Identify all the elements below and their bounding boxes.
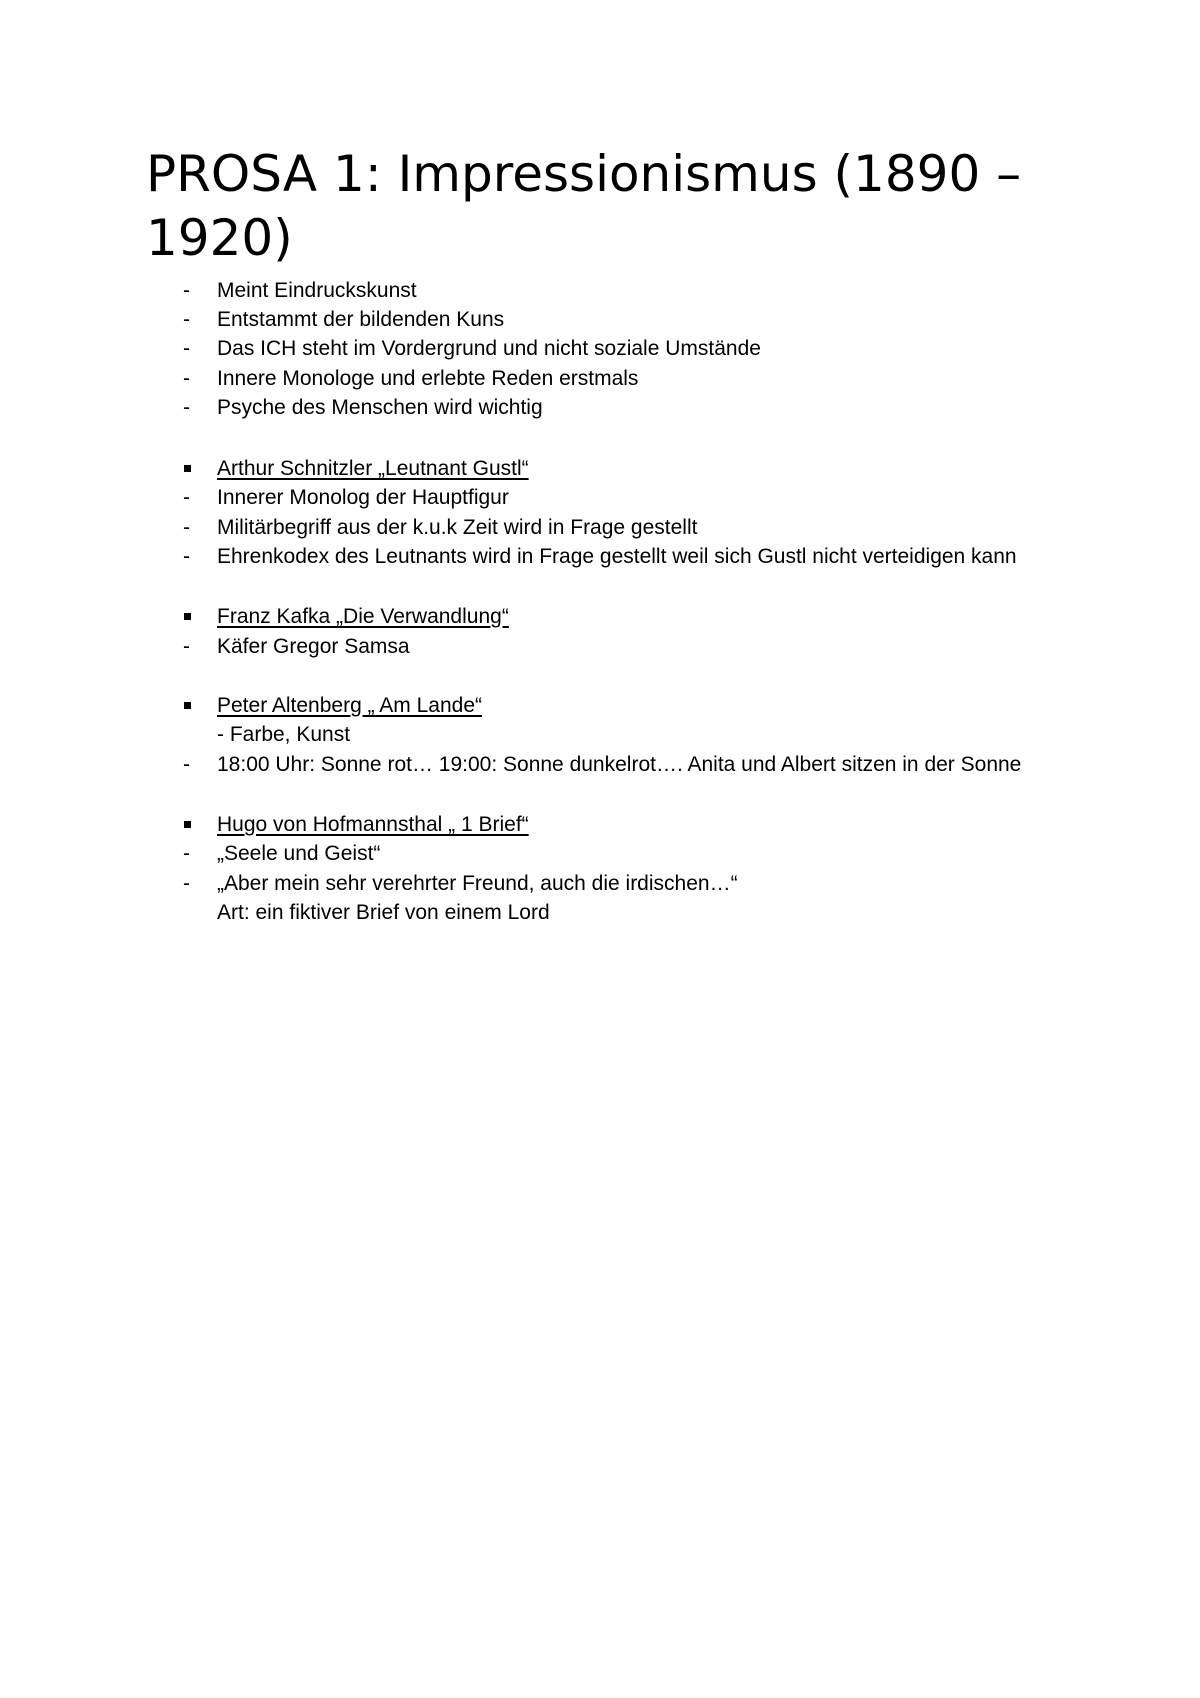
subline-text: - Farbe, Kunst <box>217 723 351 746</box>
list-item-text: 18:00 Uhr: Sonne rot… 19:00: Sonne dunkelrot…. Anita und Albert sitzen in der Sonne <box>217 753 1022 776</box>
list-item-text: Innerer Monolog der Hauptfigur <box>217 486 509 509</box>
dash-marker: - <box>183 842 190 865</box>
list-item-text: Ehrenkodex des Leutnants wird in Frage gestellt weil sich Gustl nicht verteidigen kann <box>217 545 1017 568</box>
list-item-text: „Seele und Geist“ <box>217 842 381 865</box>
dash-marker: - <box>183 486 190 509</box>
list-item-text: Militärbegriff aus der k.u.k Zeit wird in Frage gestellt <box>217 516 698 539</box>
page-title: PROSA 1: Impressionismus (1890 – 1920) <box>146 145 1022 267</box>
dash-marker: - <box>183 635 190 658</box>
dash-marker: - <box>183 367 190 390</box>
list-item-text: Das ICH steht im Vordergrund und nicht soziale Umstände <box>217 337 761 360</box>
dash-marker: - <box>183 516 190 539</box>
square-bullet-icon <box>184 613 191 620</box>
dash-marker: - <box>183 753 190 776</box>
list-item-text: Meint Eindruckskunst <box>217 279 417 302</box>
list-item-text: Innere Monologe und erlebte Reden erstmals <box>217 367 639 390</box>
section-heading-text: Franz Kafka „Die Verwandlung“ <box>217 605 509 628</box>
list-item-text: Psyche des Menschen wird wichtig <box>217 396 543 419</box>
dash-marker: - <box>183 279 190 302</box>
dash-marker: - <box>183 337 190 360</box>
section-heading-text: Arthur Schnitzler „Leutnant Gustl“ <box>217 457 529 480</box>
square-bullet-icon <box>184 702 191 709</box>
list-item-text: Entstammt der bildenden Kuns <box>217 308 505 331</box>
dash-marker: - <box>183 872 190 895</box>
list-item-text: „Aber mein sehr verehrter Freund, auch die irdischen…“ <box>217 872 738 895</box>
dash-marker: - <box>183 308 190 331</box>
list-item-text: Käfer Gregor Samsa <box>217 635 410 658</box>
square-bullet-icon <box>184 821 191 828</box>
dash-marker: - <box>183 396 190 419</box>
square-bullet-icon <box>184 465 191 472</box>
dash-marker: - <box>183 545 190 568</box>
section-heading-text: Peter Altenberg „ Am Lande“ <box>217 694 482 717</box>
continuation-text: Art: ein fiktiver Brief von einem Lord <box>217 901 550 924</box>
section-heading-text: Hugo von Hofmannsthal „ 1 Brief“ <box>217 813 529 836</box>
